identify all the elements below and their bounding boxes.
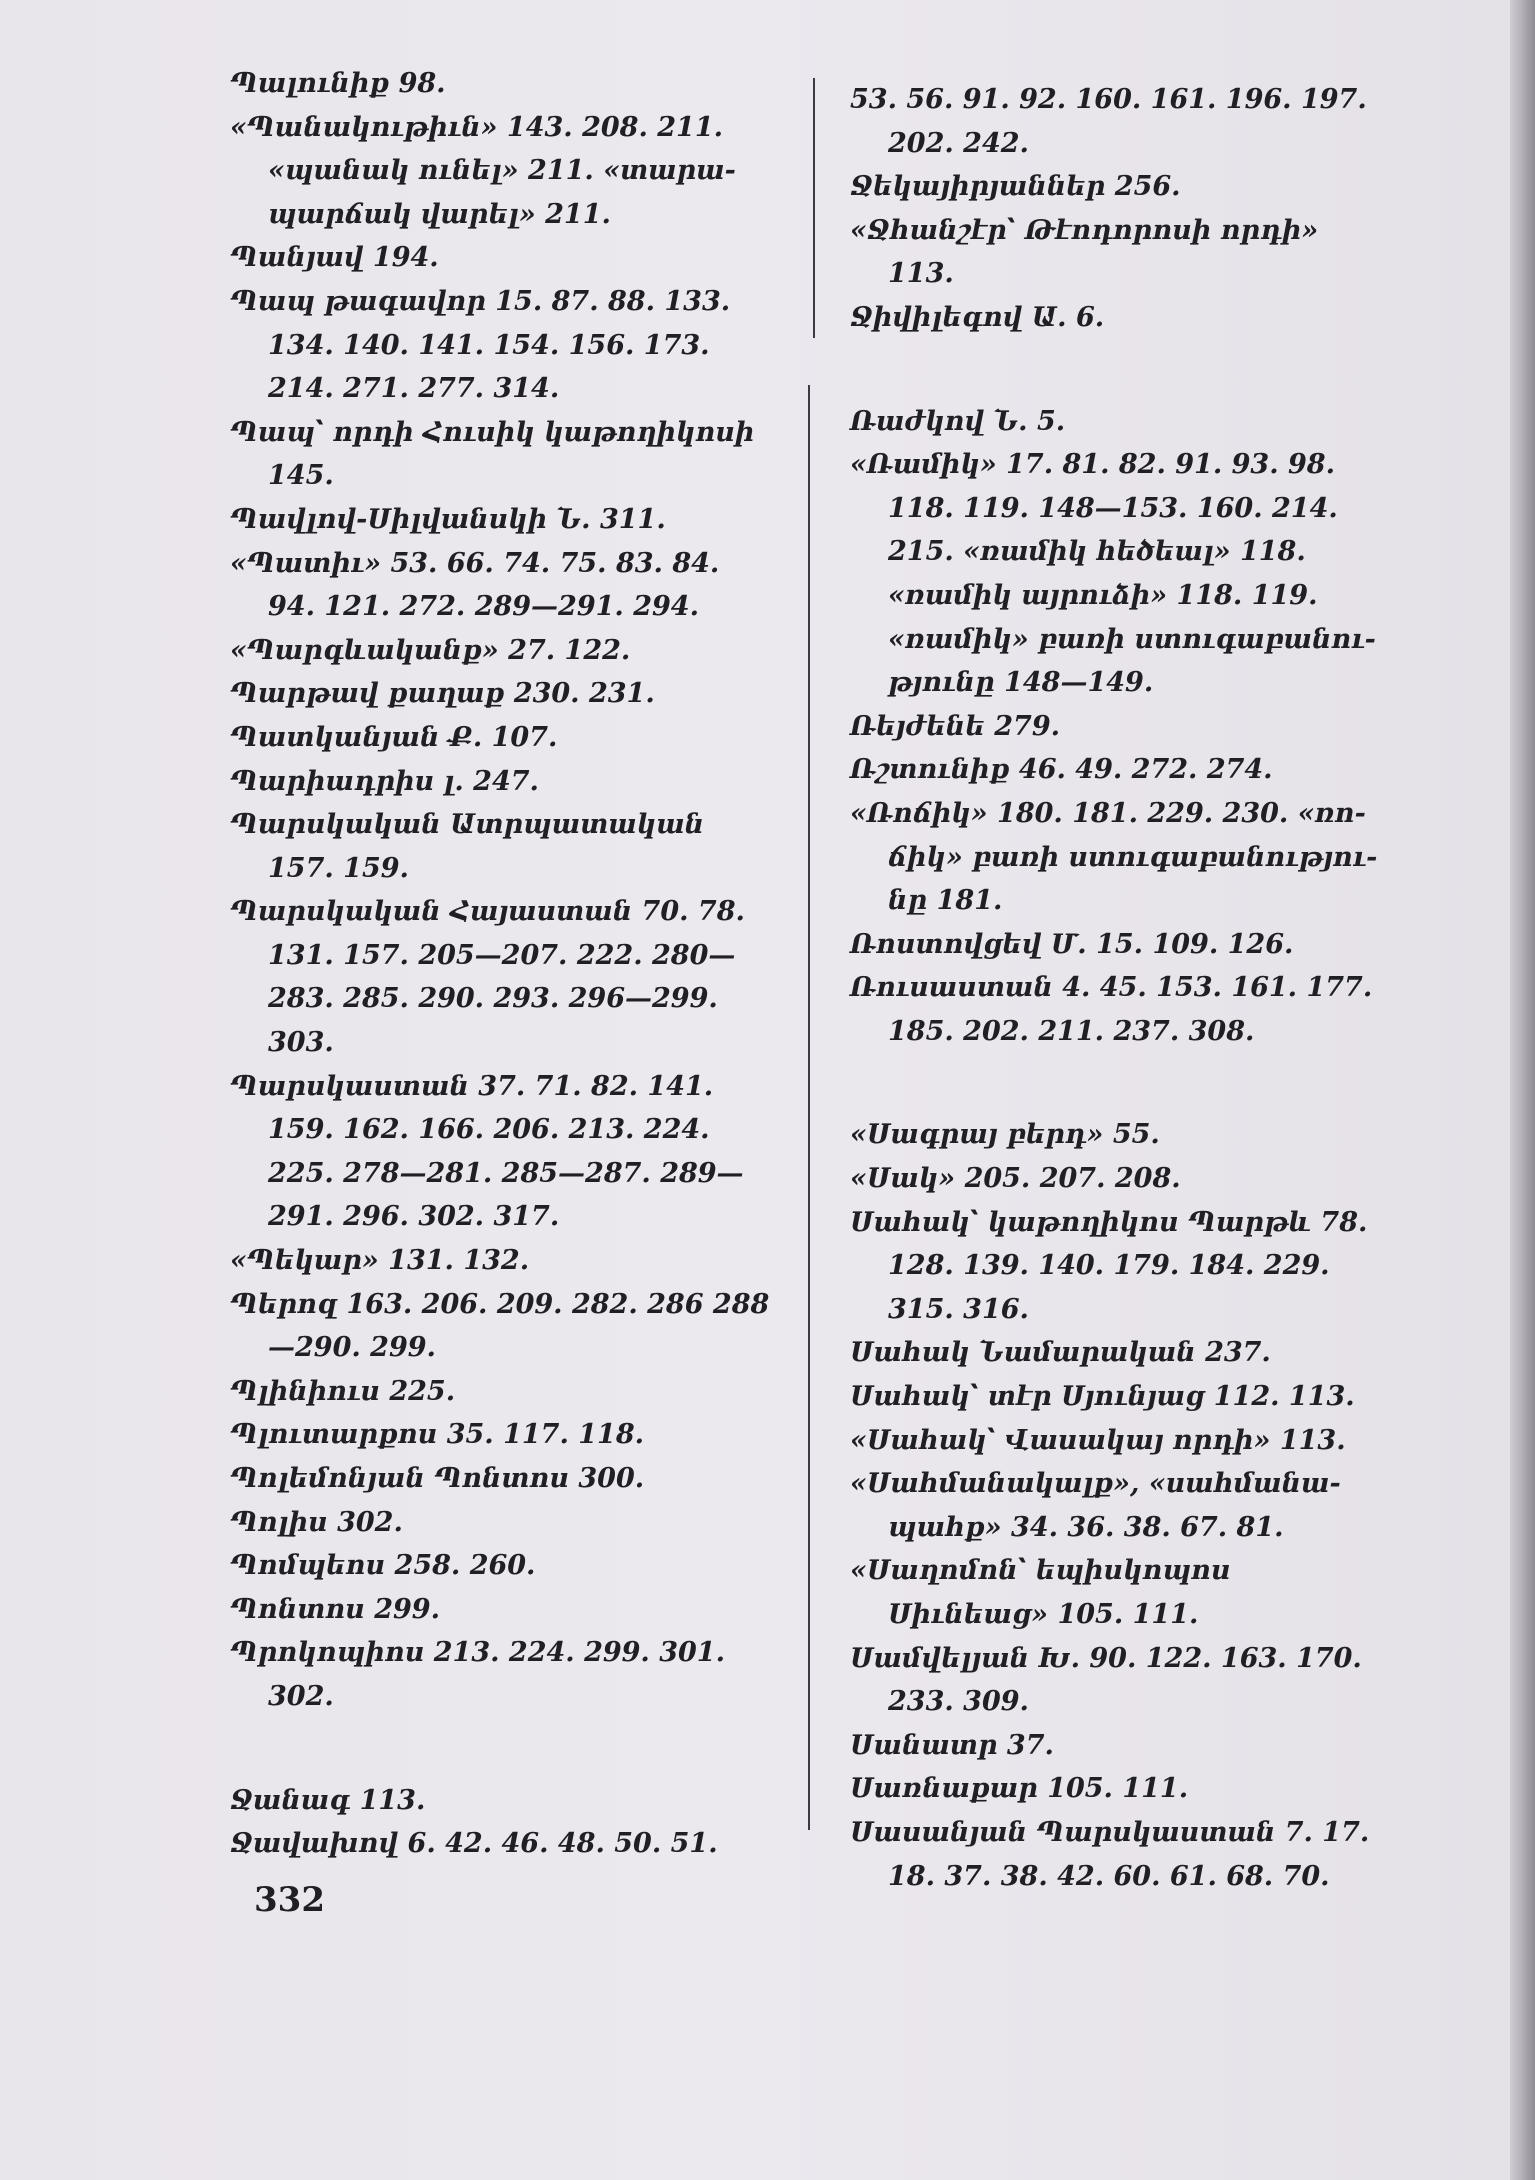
index-entry: Պարսկական Ատրպատական 157. 159. <box>230 809 705 884</box>
index-entry: Սահակ Նամարական 237. <box>850 1337 1271 1369</box>
index-entry: Սանատր 37. <box>850 1729 1054 1761</box>
index-entry: Պոլեմոնյան Պոնտոս 300. <box>230 1463 645 1494</box>
index-entry: «Պեկար» 131. 132. <box>230 1245 530 1277</box>
index-entry: «Պարգևականք» 27. 122. <box>230 634 631 666</box>
book-spine-edge <box>1510 0 1535 2180</box>
index-entry: Պանյավ 194. <box>230 242 439 274</box>
index-entry: Պարսկաստան 37. 71. 82. 141. 159. 162. 166. 206. 213. 224. 225. 278—281. 285—287. 289—291. 296. 302. 317. <box>230 1070 744 1233</box>
index-entry: «Ռոճիկ» 180. 181. 229. 230. «ռո-ճիկ» բառի ստուգաբանությու-նը 181. <box>850 797 1378 917</box>
index-entry: Պալունիք 98. <box>230 68 446 99</box>
index-entry: Ջեկայիրյաններ 256. <box>850 171 1181 203</box>
index-entry: «Սահմանակալք», «սահմանա-պահք» 34. 36. 38. 67. 81. <box>850 1468 1341 1543</box>
index-entry: Պոլիս 302. <box>230 1506 403 1538</box>
index-entry: Ջիվիլեգով Ա. 6. <box>850 301 1105 333</box>
index-entry: Սամվելյան Խ. 90. 122. 163. 170. 233. 309. <box>850 1642 1362 1718</box>
index-entry: Ջավախով 6. 42. 46. 48. 50. 51. <box>230 1828 718 1860</box>
index-entry: Ռոստովցեվ Մ. 15. 109. 126. <box>850 928 1294 960</box>
index-entry: Պլուտարքոս 35. 117. 118. <box>230 1419 645 1451</box>
index-column-right <box>850 78 1390 1898</box>
page-number: 332 <box>254 1880 325 1920</box>
index-entry: Պերոզ 163. 206. 209. 282. 286 288—290. 299. <box>230 1288 770 1364</box>
index-entry: Պավլով-Սիլվանսկի Ն. 311. <box>230 503 666 535</box>
index-entry: Պրոկոպիոս 213. 224. 299. 301. 302. <box>230 1637 725 1712</box>
index-entry: «Ջհանշէր՝ Թէոդորոսի որդի» 113. <box>850 214 1319 290</box>
index-entry: Ռեյժենե 279. <box>850 710 1061 742</box>
column-divider <box>808 385 810 1830</box>
index-entry: Պարթավ քաղաք 230. 231. <box>230 678 655 710</box>
index-entry: «Սակ» 205. 207. 208. <box>850 1163 1181 1195</box>
index-entry: Պոմպեոս 258. 260. <box>230 1550 536 1582</box>
index-entry: «Պանակութիւն» 143. 208. 211. «պանակ ունել» 211. «տարա-պարճակ վարել» 211. <box>230 111 736 230</box>
index-entry: Ջանագ 113. <box>230 1784 426 1816</box>
column-divider <box>813 78 815 338</box>
index-entry: Սառնաքար 105. 111. <box>850 1773 1189 1805</box>
index-column-left <box>230 62 775 1866</box>
index-entry: Պլինիուս 225. <box>230 1375 456 1407</box>
index-entry: Ռուսաստան 4. 45. 153. 161. 177. 185. 202. 211. 237. 308. <box>850 972 1373 1047</box>
index-entry: Պապ՝ որդի Հուսիկ կաթողիկոսի 145. <box>230 416 755 492</box>
index-entry: Սահակ՝ տէր Սյունյաց 112. 113. <box>850 1381 1355 1413</box>
index-entry: Պատկանյան Ք. 107. <box>230 721 558 753</box>
section-gap <box>850 340 1390 400</box>
index-entry: «Սաղոմոն՝ եպիսկոպոս Սիւնեաց» 105. 111. <box>850 1555 1231 1630</box>
index-entry: 53. 56. 91. 92. 160. 161. 196. 197. 202. 242. <box>850 84 1367 159</box>
index-entry: Պոնտոս 299. <box>230 1593 440 1625</box>
index-entry: Սահակ՝ կաթողիկոս Պարթև 78. 128. 139. 140. 179. 184. 229. 315. 316. <box>850 1206 1368 1325</box>
index-entry: «Սագրայ բերդ» 55. <box>850 1119 1160 1151</box>
index-entry: Պարսկական Հայաստան 70. 78. 131. 157. 205—207. 222. 280—283. 285. 290. 293. 296—299. 303. <box>230 896 745 1059</box>
index-entry: «Ռամիկ» 17. 81. 82. 91. 93. 98. 118. 119. 148—153. 160. 214. 215. «ռամիկ հեծեալ» 118. «ռամիկ այրուձի» 118. 119. «ռամիկ» բառի ստուգաբանու-թյունը 148—149. <box>850 449 1376 699</box>
index-entry: Պարիադրիս լ. 247. <box>230 765 539 797</box>
section-gap <box>850 1053 1390 1113</box>
index-entry: «Պատիւ» 53. 66. 74. 75. 83. 84. 94. 121. 272. 289—291. 294. <box>230 547 720 623</box>
index-entry: Ռշտունիք 46. 49. 272. 274. <box>850 754 1273 786</box>
index-entry: «Սահակ՝ Վասակայ որդի» 113. <box>850 1424 1346 1456</box>
index-entry: Ռաժկով Ն. 5. <box>850 405 1066 437</box>
index-entry: Պապ թագավոր 15. 87. 88. 133. 134. 140. 141. 154. 156. 173. 214. 271. 277. 314. <box>230 285 731 405</box>
index-entry: Սասանյան Պարսկաստան 7. 17. 18. 37. 38. 42. 60. 61. 68. 70. <box>850 1816 1370 1892</box>
section-gap <box>230 1719 775 1779</box>
